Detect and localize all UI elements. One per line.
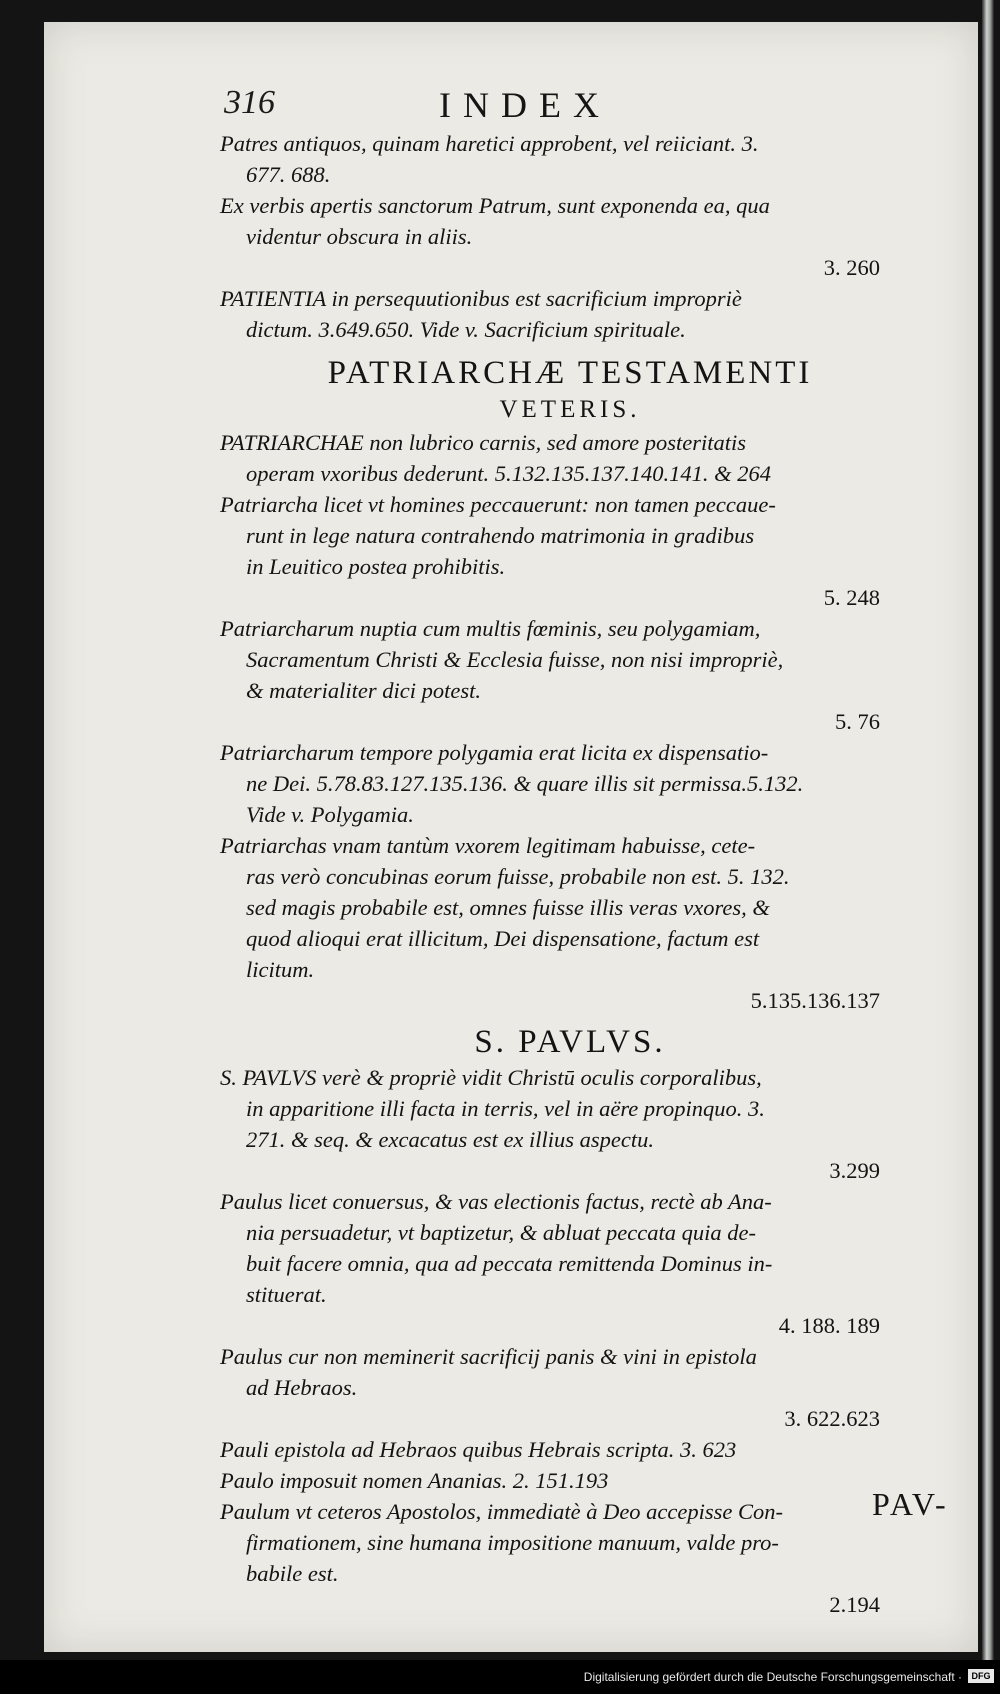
entry-page-reference: 2.194 bbox=[829, 1592, 880, 1617]
entry-continuation-line: sed magis probabile est, omnes fuisse illis veras vxores, & bbox=[246, 895, 770, 920]
entry-continuation-line: ad Hebraos. bbox=[246, 1375, 358, 1400]
index-entry bbox=[220, 830, 920, 1016]
entry-line: S. PAVLVS verè & propriè vidit Christū oculis corporalibus, bbox=[220, 1065, 762, 1090]
entry-continuation-line: Vide v. Polygamia. bbox=[246, 802, 414, 827]
section-heading-patriarchae: PATRIARCHÆ TESTAMENTI bbox=[327, 355, 813, 391]
entry-continuation-line: firmationem, sine humana impositione manuum, valde pro- bbox=[246, 1530, 779, 1555]
page-edge-strip bbox=[982, 0, 994, 1660]
index-entry bbox=[220, 427, 920, 489]
entry-group-c bbox=[220, 1062, 920, 1620]
entry-line: Patres antiquos, quinam haretici approbent, vel reiiciant. 3. bbox=[220, 131, 759, 156]
entry-continuation-line: ras verò concubinas eorum fuisse, probabile non est. 5. 132. bbox=[246, 864, 790, 889]
index-entry bbox=[220, 283, 920, 345]
index-entry bbox=[220, 1465, 920, 1496]
entry-page-reference: 5. 248 bbox=[823, 585, 880, 610]
index-content bbox=[220, 128, 920, 1620]
entry-continuation-line: Sacramentum Christi & Ecclesia fuisse, non nisi impropriè, bbox=[246, 647, 784, 672]
index-entry bbox=[220, 1062, 920, 1186]
entry-continuation-line: quod alioqui erat illicitum, Dei dispensatione, factum est bbox=[246, 926, 760, 951]
entry-continuation-line: licitum. bbox=[246, 957, 315, 982]
page-number: 316 bbox=[224, 84, 275, 121]
entry-continuation-line: & materialiter dici potest. bbox=[246, 678, 481, 703]
footer-bar bbox=[0, 1660, 1000, 1694]
entry-line: Pauli epistola ad Hebraos quibus Hebrais scripta. 3. 623 bbox=[220, 1437, 737, 1462]
entry-continuation-line: 271. & seq. & excacatus est ex illius aspectu. bbox=[246, 1127, 655, 1152]
entry-continuation-line: 677. 688. bbox=[246, 162, 331, 187]
entry-continuation-line: operam vxoribus dederunt. 5.132.135.137.140.141. & 264 bbox=[246, 461, 771, 486]
entry-line: Patriarcharum tempore polygamia erat licita ex dispensatio- bbox=[220, 740, 769, 765]
entry-page-reference: 4. 188. 189 bbox=[778, 1313, 880, 1338]
entry-line: Patriarcharum nuptia cum multis fœminis, seu polygamiam, bbox=[220, 616, 761, 641]
entry-group-a bbox=[220, 128, 920, 345]
index-entry bbox=[220, 737, 920, 830]
entry-page-reference: 3. 260 bbox=[823, 255, 880, 280]
entry-group-b bbox=[220, 427, 920, 1016]
entry-page-reference: 5.135.136.137 bbox=[750, 988, 880, 1013]
index-entry bbox=[220, 613, 920, 737]
entry-continuation-line: videntur obscura in aliis. bbox=[246, 224, 473, 249]
entry-continuation-line: in apparitione illi facta in terris, vel in aëre propinquo. 3. bbox=[246, 1096, 765, 1121]
entry-continuation-line: in Leuitico postea prohibitis. bbox=[246, 554, 506, 579]
footer-credit: Digitalisierung gefördert durch die Deutsche Forschungsgemeinschaft · bbox=[583, 1670, 962, 1684]
running-head: INDEX bbox=[439, 85, 611, 125]
entry-line: Paulum vt ceteros Apostolos, immediatè à Deo accepisse Con- bbox=[220, 1499, 784, 1524]
entry-continuation-line: ne Dei. 5.78.83.127.135.136. & quare illis sit permissa.5.132. bbox=[246, 771, 804, 796]
dfg-logo: DFG bbox=[968, 1669, 994, 1683]
entry-line: Paulo imposuit nomen Ananias. 2. 151.193 bbox=[220, 1468, 609, 1493]
entry-line: Paulus licet conuersus, & vas electionis factus, rectè ab Ana- bbox=[220, 1189, 772, 1214]
entry-page-reference: 3.299 bbox=[829, 1158, 880, 1183]
entry-line: Ex verbis apertis sanctorum Patrum, sunt exponenda ea, qua bbox=[220, 193, 770, 218]
index-entry bbox=[220, 1341, 920, 1434]
entry-continuation-line: stituerat. bbox=[246, 1282, 327, 1307]
index-entry bbox=[220, 489, 920, 613]
entry-continuation-line: runt in lege natura contrahendo matrimonia in gradibus bbox=[246, 523, 755, 548]
index-entry bbox=[220, 128, 920, 190]
entry-line: Patriarchas vnam tantùm vxorem legitimam habuisse, cete- bbox=[220, 833, 756, 858]
index-entry bbox=[220, 190, 920, 283]
entry-continuation-line: buit facere omnia, qua ad peccata remittenda Dominus in- bbox=[246, 1251, 773, 1276]
entry-line: Patriarcha licet vt homines peccauerunt: non tamen peccaue- bbox=[220, 492, 776, 517]
entry-page-reference: 5. 76 bbox=[835, 709, 880, 734]
page-header bbox=[224, 84, 944, 130]
section-heading-paulus: S. PAVLVS. bbox=[474, 1024, 666, 1060]
entry-line: Paulus cur non meminerit sacrificij panis & vini in epistola bbox=[220, 1344, 757, 1369]
entry-line: PATIENTIA in persequutionibus est sacrificium impropriè bbox=[220, 286, 742, 311]
index-entry bbox=[220, 1186, 920, 1341]
entry-line: PATRIARCHAE non lubrico carnis, sed amore posteritatis bbox=[220, 430, 747, 455]
entry-continuation-line: nia persuadetur, vt baptizetur, & abluat peccata quia de- bbox=[246, 1220, 756, 1245]
index-entry bbox=[220, 1496, 920, 1620]
index-entry bbox=[220, 1434, 920, 1465]
catchword: PAV- bbox=[872, 1486, 949, 1522]
entry-continuation-line: dictum. 3.649.650. Vide v. Sacrificium spirituale. bbox=[246, 317, 686, 342]
entry-continuation-line: babile est. bbox=[246, 1561, 339, 1586]
section-subheading-veteris: VETERIS. bbox=[499, 396, 641, 423]
entry-page-reference: 3. 622.623 bbox=[784, 1406, 880, 1431]
